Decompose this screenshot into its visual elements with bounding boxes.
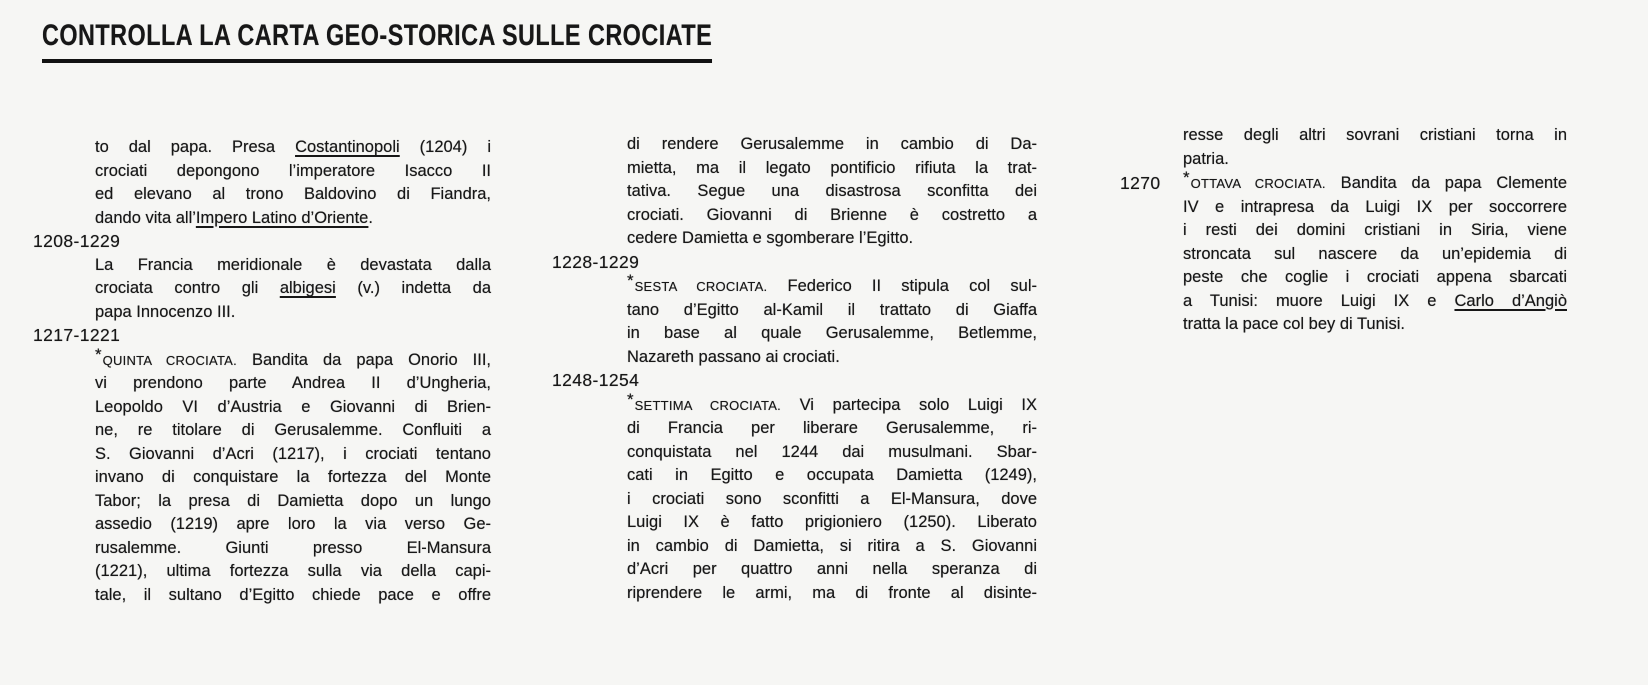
page-title: CONTROLLA LA CARTA GEO-STORICA SULLE CROCIATE xyxy=(42,19,712,63)
text-line xyxy=(1183,219,1567,243)
text-segment: resse degli altri sovrani cristiani torna in xyxy=(1183,126,1567,144)
text-line xyxy=(627,180,1037,204)
text-segment: (v.) indetta da xyxy=(335,279,491,297)
text-line xyxy=(1183,124,1567,148)
text-segment: Bandita da papa Clemente xyxy=(1325,174,1567,192)
crusade-heading: QUINTA CROCIATA. xyxy=(102,352,237,368)
text-line xyxy=(95,419,491,443)
text-segment: ne, re titolare di Gerusalemme. Confluiti a xyxy=(95,421,491,439)
text-segment: riprendere le armi, ma di fronte al disinte- xyxy=(627,583,1037,602)
date-label: 1270 xyxy=(1120,173,1161,193)
text-line xyxy=(95,183,491,207)
text-segment: crociati. Giovanni di Brienne è costretto a xyxy=(627,205,1037,224)
text-line xyxy=(1183,266,1567,290)
text-segment: to dal papa. Presa xyxy=(95,138,296,156)
text-line xyxy=(95,396,491,420)
text-line xyxy=(95,277,491,301)
asterisk-marker: * xyxy=(1183,168,1190,187)
text-segment: conquistata nel 1244 dai musulmani. Sbar- xyxy=(627,442,1037,461)
text-segment: papa Innocenzo III. xyxy=(95,302,236,321)
date-label: 1228-1229 xyxy=(552,251,640,272)
text-segment: dando vita all’ xyxy=(95,208,196,227)
text-segment: di Francia per liberare Gerusalemme, ri- xyxy=(627,419,1037,437)
asterisk-marker: * xyxy=(627,271,634,290)
text-line xyxy=(627,464,1037,488)
text-segment: cati in Egitto e occupata Damietta (1249), xyxy=(627,466,1037,484)
text-line xyxy=(1183,313,1567,337)
crusade-heading: SETTIMA CROCIATA. xyxy=(634,397,781,413)
text-line xyxy=(95,344,491,373)
asterisk-marker: * xyxy=(95,344,102,364)
text-segment: cedere Damietta e sgomberare l’Egitto. xyxy=(627,229,914,247)
text-line xyxy=(627,511,1037,535)
text-line xyxy=(627,389,1037,418)
text-segment: patria. xyxy=(1183,149,1229,168)
text-segment: a Tunisi: muore Luigi IX e xyxy=(1183,291,1455,310)
underlined-term: Costantinopoli xyxy=(295,138,400,156)
text-segment: Bandita da papa Onorio III, xyxy=(236,350,491,369)
text-segment: di rendere Gerusalemme in cambio di Da- xyxy=(627,135,1037,153)
text-line xyxy=(627,582,1037,606)
text-segment: Federico II stipula col sul- xyxy=(767,277,1037,295)
text-segment: tale, il sultano d’Egitto chiede pace e offre xyxy=(95,585,491,604)
text-line xyxy=(95,560,491,584)
text-segment: . xyxy=(368,208,373,227)
text-segment: (1204) i xyxy=(399,138,491,156)
text-segment: crociata contro gli xyxy=(95,279,280,297)
text-line xyxy=(627,558,1037,582)
text-segment: tano d’Egitto al-Kamil il trattato di Giaffa xyxy=(627,300,1037,319)
text-line xyxy=(95,490,491,514)
text-line xyxy=(95,443,491,467)
text-segment: Nazareth passano ai crociati. xyxy=(627,347,840,366)
text-line xyxy=(95,537,491,561)
text-column-3 xyxy=(1120,124,1567,337)
text-segment: mietta, ma il legato pontificio rifiuta la trat- xyxy=(627,158,1037,177)
text-line xyxy=(95,466,491,490)
crusade-heading: SESTA CROCIATA. xyxy=(634,279,768,294)
text-line xyxy=(627,488,1037,512)
text-segment: La Francia meridionale è devastata dalla xyxy=(95,255,491,274)
text-line xyxy=(95,254,491,278)
text-segment: Vi partecipa solo Luigi IX xyxy=(780,395,1037,414)
text-line xyxy=(1183,243,1567,267)
text-segment: Leopoldo VI d’Austria e Giovanni di Brien- xyxy=(95,397,491,416)
date-label: 1217-1221 xyxy=(33,325,121,345)
text-segment: assedio (1219) apre loro la via verso Ge- xyxy=(95,515,491,533)
text-segment: Luigi IX è fatto prigioniero (1250). Liberato xyxy=(627,513,1037,531)
text-line xyxy=(627,271,1037,299)
text-line xyxy=(95,372,491,396)
text-segment: in base al quale Gerusalemme, Betlemme, xyxy=(627,324,1037,342)
text-segment: IV e intrapresa da Luigi IX per soccorrere xyxy=(1183,197,1567,216)
text-line xyxy=(627,322,1037,346)
text-line xyxy=(627,535,1037,559)
text-line xyxy=(95,207,491,231)
text-segment: invano di conquistare la fortezza del Monte xyxy=(95,468,491,486)
crusade-heading: OTTAVA CROCIATA. xyxy=(1190,176,1326,191)
text-line xyxy=(627,346,1037,370)
text-line xyxy=(627,133,1037,157)
text-segment: i crociati sono sconfitti a El-Mansura, dove xyxy=(627,489,1037,508)
text-segment: crociati depongono l’imperatore Isacco II xyxy=(95,161,491,180)
text-segment: ed elevano al trono Baldovino di Fiandra, xyxy=(95,185,491,203)
text-segment: rusalemme. Giunti presso El-Mansura xyxy=(95,538,491,557)
date-label: 1248-1254 xyxy=(552,370,640,390)
text-segment: stroncata sul nascere da un’epidemia di xyxy=(1183,244,1567,263)
text-line xyxy=(627,441,1037,465)
text-line xyxy=(1120,168,1567,196)
text-segment: i resti dei domini cristiani in Siria, viene xyxy=(1183,221,1567,239)
text-line xyxy=(627,157,1037,181)
text-segment: tativa. Segue una disastrosa sconfitta dei xyxy=(627,182,1037,200)
text-segment: (1221), ultima fortezza sulla via della capi- xyxy=(95,562,491,580)
text-line xyxy=(95,301,491,325)
text-column-1 xyxy=(33,136,491,607)
text-line xyxy=(1183,290,1567,314)
text-line xyxy=(627,417,1037,441)
text-line xyxy=(95,584,491,608)
text-segment: tratta la pace col bey di Tunisi. xyxy=(1183,315,1405,333)
underlined-term: Impero Latino d’Oriente xyxy=(195,208,369,227)
text-line xyxy=(627,227,1037,251)
text-line xyxy=(1183,148,1567,172)
text-segment: in cambio di Damietta, si ritira a S. Giovanni xyxy=(627,536,1037,555)
text-line xyxy=(627,204,1037,228)
text-line xyxy=(627,299,1037,323)
underlined-term: Carlo d’Angiò xyxy=(1454,291,1567,310)
text-segment: vi prendono parte Andrea II d’Ungheria, xyxy=(95,374,491,392)
text-line xyxy=(95,513,491,537)
asterisk-marker: * xyxy=(627,389,634,409)
text-line xyxy=(95,136,491,160)
text-line xyxy=(1183,196,1567,220)
text-segment: S. Giovanni d’Acri (1217), i crociati tentano xyxy=(95,444,491,463)
date-label: 1208-1229 xyxy=(33,231,121,251)
text-segment: d’Acri per quattro anni nella speranza di xyxy=(627,560,1037,578)
text-segment: Tabor; la presa di Damietta dopo un lungo xyxy=(95,491,491,510)
underlined-term: albigesi xyxy=(279,279,336,297)
text-column-2 xyxy=(552,133,1037,605)
text-segment: peste che coglie i crociati appena sbarcati xyxy=(1183,268,1567,286)
text-line xyxy=(95,160,491,184)
